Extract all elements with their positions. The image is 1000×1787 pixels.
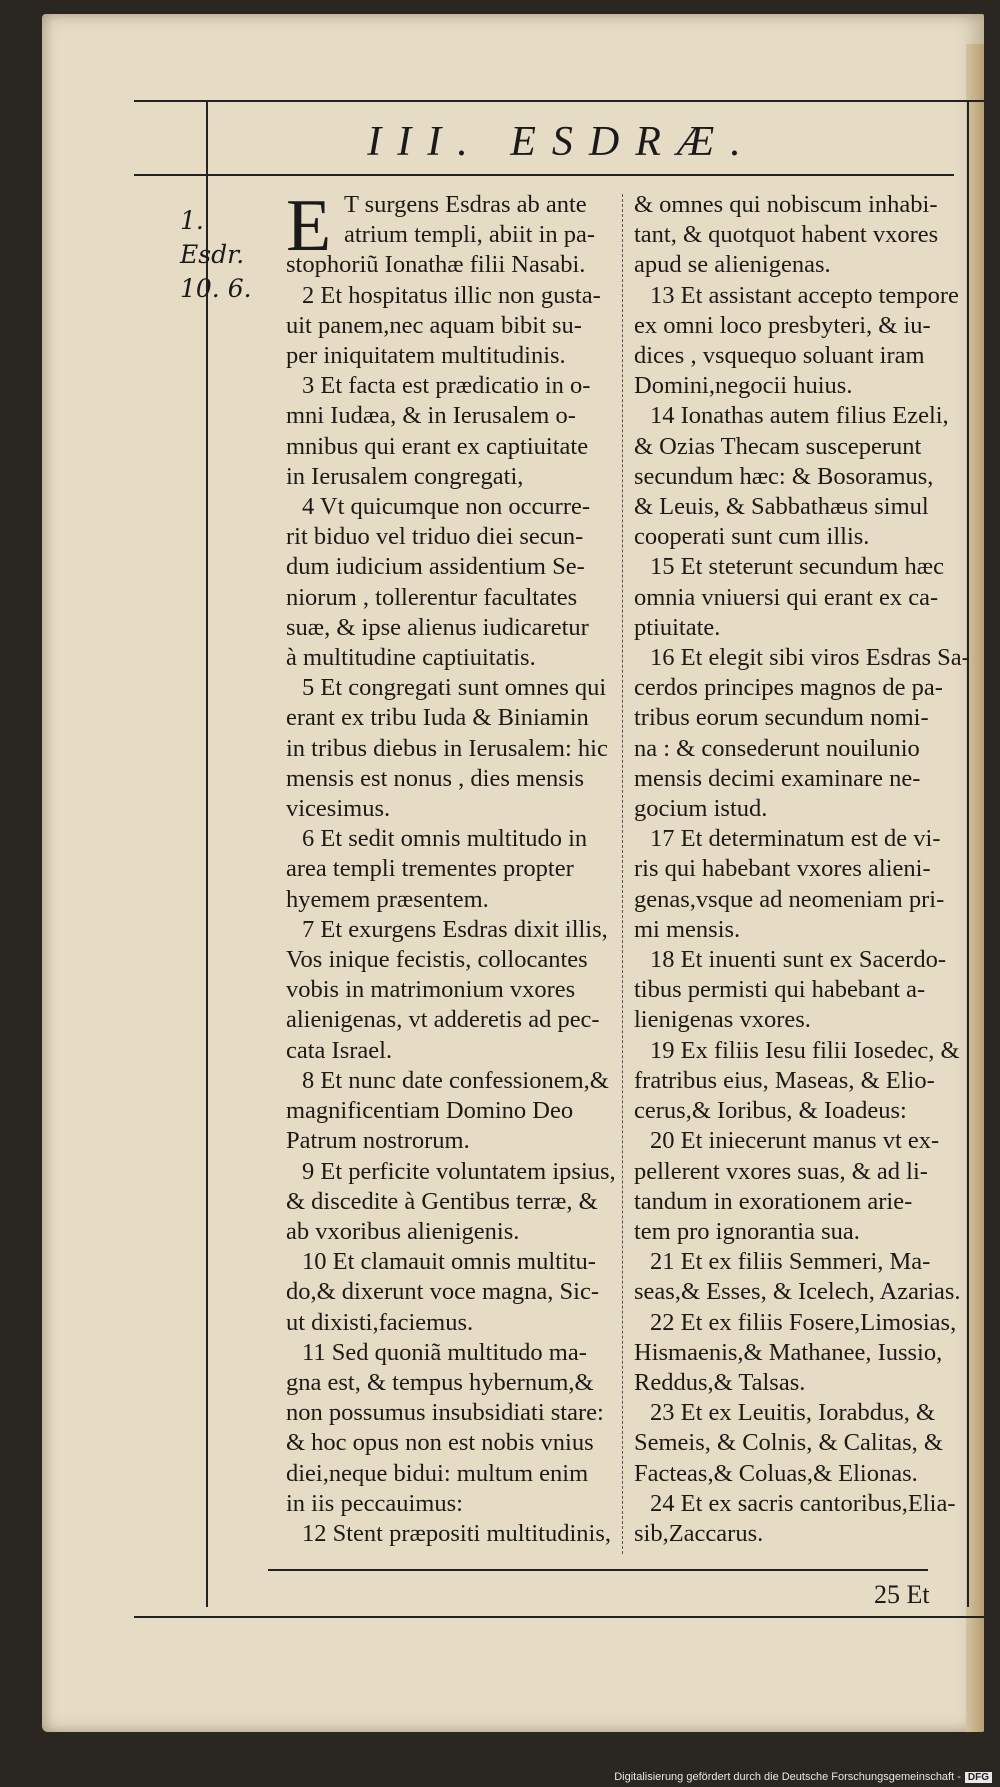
text-line: Patrum nostrorum. <box>286 1127 470 1155</box>
text-line: 24 Et ex sacris cantoribus,Elia- <box>650 1489 956 1517</box>
text-line: & discedite à Gentibus terræ, & <box>286 1187 598 1215</box>
text-line: 21 Et ex filiis Semmeri, Ma- <box>650 1248 931 1276</box>
margin-reference-line: 1. Esdr. <box>180 206 245 269</box>
text-line: rit biduo vel triduo diei secun- <box>286 523 584 551</box>
text-line: stophoriũ Ionathæ filii Nasabi. <box>286 251 586 279</box>
text-line: cooperati sunt cum illis. <box>634 523 870 551</box>
text-line: na : & consederunt nouilunio <box>634 734 920 762</box>
text-line: hyemem præsentem. <box>286 885 489 913</box>
text-line: 23 Et ex Leuitis, Iorabdus, & <box>650 1399 936 1427</box>
text-line: in iis peccauimus: <box>286 1489 463 1517</box>
text-line: gna est, & tempus hybernum,& <box>286 1368 594 1396</box>
text-line: mnibus qui erant ex captiuitate <box>286 432 589 460</box>
text-line: 10 Et clamauit omnis multitu- <box>302 1248 596 1276</box>
text-line: vicesimus. <box>286 795 391 823</box>
footer-text: Digitalisierung gefördert durch die Deutsche Forschungsgemeinschaft - <box>614 1771 961 1783</box>
text-line: apud se alienigenas. <box>634 251 831 279</box>
text-line: do,& dixerunt voce magna, Sic- <box>286 1278 599 1306</box>
text-line: mi mensis. <box>634 915 741 943</box>
text-line: niorum , tollerentur facultates <box>286 583 578 611</box>
text-line: tandum in exorationem arie- <box>634 1187 913 1215</box>
text-line: mensis est nonus , dies mensis <box>286 764 585 792</box>
text-line: ut dixisti,faciemus. <box>286 1308 474 1336</box>
text-line: diei,neque bidui: multum enim <box>286 1459 589 1487</box>
text-line: ab vxoribus alienigenis. <box>286 1217 520 1245</box>
text-line: cerus,& Ioribus, & Ioadeus: <box>634 1097 907 1125</box>
text-line: 19 Ex filiis Iesu filii Iosedec, & <box>650 1036 960 1064</box>
text-line: tant, & quotquot habent vxores <box>634 221 939 249</box>
text-line: sib,Zaccarus. <box>634 1519 764 1547</box>
text-line: dum iudicium assidentium Se- <box>286 553 585 581</box>
text-line: & Ozias Thecam susceperunt <box>634 432 922 460</box>
text-line: Facteas,& Coluas,& Elionas. <box>634 1459 918 1487</box>
text-line: tribus eorum secundum nomi- <box>634 704 929 732</box>
text-line: 20 Et iniecerunt manus vt ex- <box>650 1127 940 1155</box>
text-line: 13 Et assistant accepto tempore <box>650 281 959 309</box>
text-line: fratribus eius, Maseas, & Elio- <box>634 1066 935 1094</box>
text-line: magnificentiam Domino Deo <box>286 1097 574 1125</box>
text-line: Semeis, & Colnis, & Calitas, & <box>634 1429 943 1457</box>
dfg-logo: DFG <box>965 1772 992 1783</box>
text-line: Hismaenis,& Mathanee, Iussio, <box>634 1338 943 1366</box>
text-line: tem pro ignorantia sua. <box>634 1217 860 1245</box>
text-line: 2 Et hospitatus illic non gusta- <box>302 281 601 309</box>
text-line: vobis in matrimonium vxores <box>286 976 576 1004</box>
text-column-right <box>634 190 982 1549</box>
text-line: uit panem,nec aquam bibit su- <box>286 311 582 339</box>
text-line: 4 Vt quicumque non occurre- <box>302 493 591 521</box>
text-line: 22 Et ex filiis Fosere,Limosias, <box>650 1308 957 1336</box>
text-line: gocium istud. <box>634 795 768 823</box>
text-line: 16 Et elegit sibi viros Esdras Sa- <box>650 644 970 672</box>
text-line: area templi trementes propter <box>286 855 574 883</box>
text-line: ex omni loco presbyteri, & iu- <box>634 311 931 339</box>
text-line: mni Iudæa, & in Ierusalem o- <box>286 402 576 430</box>
text-line: T surgens Esdras ab ante <box>344 191 587 218</box>
book-page <box>42 14 984 1732</box>
text-line: atrium templi, abiit in pa- <box>344 221 596 249</box>
margin-reference <box>180 204 260 306</box>
text-line: 17 Et determinatum est de vi- <box>650 825 941 853</box>
text-line: Vos inique fecistis, collocantes <box>286 946 588 974</box>
text-column-left <box>286 185 632 1549</box>
text-line: secundum hæc: & Bosoramus, <box>634 462 934 490</box>
text-line: in Ierusalem congregati, <box>286 462 524 490</box>
text-line: 9 Et perficite voluntatem ipsius, <box>302 1157 616 1185</box>
text-line: cata Israel. <box>286 1036 393 1064</box>
text-line: cerdos principes magnos de pa- <box>634 674 943 702</box>
text-line: 7 Et exurgens Esdras dixit illis, <box>302 915 608 943</box>
text-line: 6 Et sedit omnis multitudo in <box>302 825 588 853</box>
text-line: 3 Et facta est prædicatio in o- <box>302 372 591 400</box>
digitization-footer <box>614 1771 992 1783</box>
text-line: mensis decimi examinare ne- <box>634 764 921 792</box>
text-line: in tribus diebus in Ierusalem: hic <box>286 734 608 762</box>
text-line: dices , vsquequo soluant iram <box>634 342 925 370</box>
header-rule-bottom <box>134 174 954 176</box>
frame-bottom-rule <box>268 1569 928 1571</box>
text-line: 11 Sed quoniã multitudo ma- <box>302 1338 587 1366</box>
text-line: per iniquitatem multitudinis. <box>286 342 566 370</box>
catchword: 25 Et <box>874 1580 930 1609</box>
text-line: à multitudine captiuitatis. <box>286 644 536 672</box>
text-line: 5 Et congregati sunt omnes qui <box>302 674 607 702</box>
running-title: III. ESDRÆ. <box>367 119 757 165</box>
drop-cap: E <box>286 185 332 267</box>
text-line: genas,vsque ad neomeniam pri- <box>634 885 945 913</box>
text-line: Reddus,& Talsas. <box>634 1368 806 1396</box>
text-line: 14 Ionathas autem filius Ezeli, <box>650 402 949 430</box>
text-line: 15 Et steterunt secundum hæc <box>650 553 944 581</box>
text-line: 18 Et inuenti sunt ex Sacerdo- <box>650 946 946 974</box>
text-line: 12 Stent præpositi multitudinis, <box>302 1519 612 1547</box>
text-line: 8 Et nunc date confessionem,& <box>302 1066 609 1094</box>
text-line: omnia vniuersi qui erant ex ca- <box>634 583 939 611</box>
text-line: ris qui habebant vxores alieni- <box>634 855 931 883</box>
text-line: erant ex tribu Iuda & Biniamin <box>286 704 589 732</box>
text-line: seas,& Esses, & Icelech, Azarias. <box>634 1278 961 1306</box>
text-line: & hoc opus non est nobis vnius <box>286 1429 594 1457</box>
text-line: & Leuis, & Sabbathæus simul <box>634 493 929 521</box>
frame-left-rule <box>206 102 208 1607</box>
text-line: tibus permisti qui habebant a- <box>634 976 926 1004</box>
text-line: alienigenas, vt adderetis ad pec- <box>286 1006 600 1034</box>
text-line: ptiuitate. <box>634 613 721 641</box>
header-rule-top <box>134 100 984 102</box>
text-line: & omnes qui nobiscum inhabi- <box>634 191 938 218</box>
text-line: suæ, & ipse alienus iudicaretur <box>286 613 589 641</box>
text-line: non possumus insubsidiati stare: <box>286 1399 604 1427</box>
bottom-rule <box>134 1616 984 1618</box>
margin-reference-line: 10. 6. <box>180 274 252 303</box>
text-line: pellerent vxores suas, & ad li- <box>634 1157 928 1185</box>
text-line: Domini,negocii huius. <box>634 372 853 400</box>
text-line: lienigenas vxores. <box>634 1006 811 1034</box>
